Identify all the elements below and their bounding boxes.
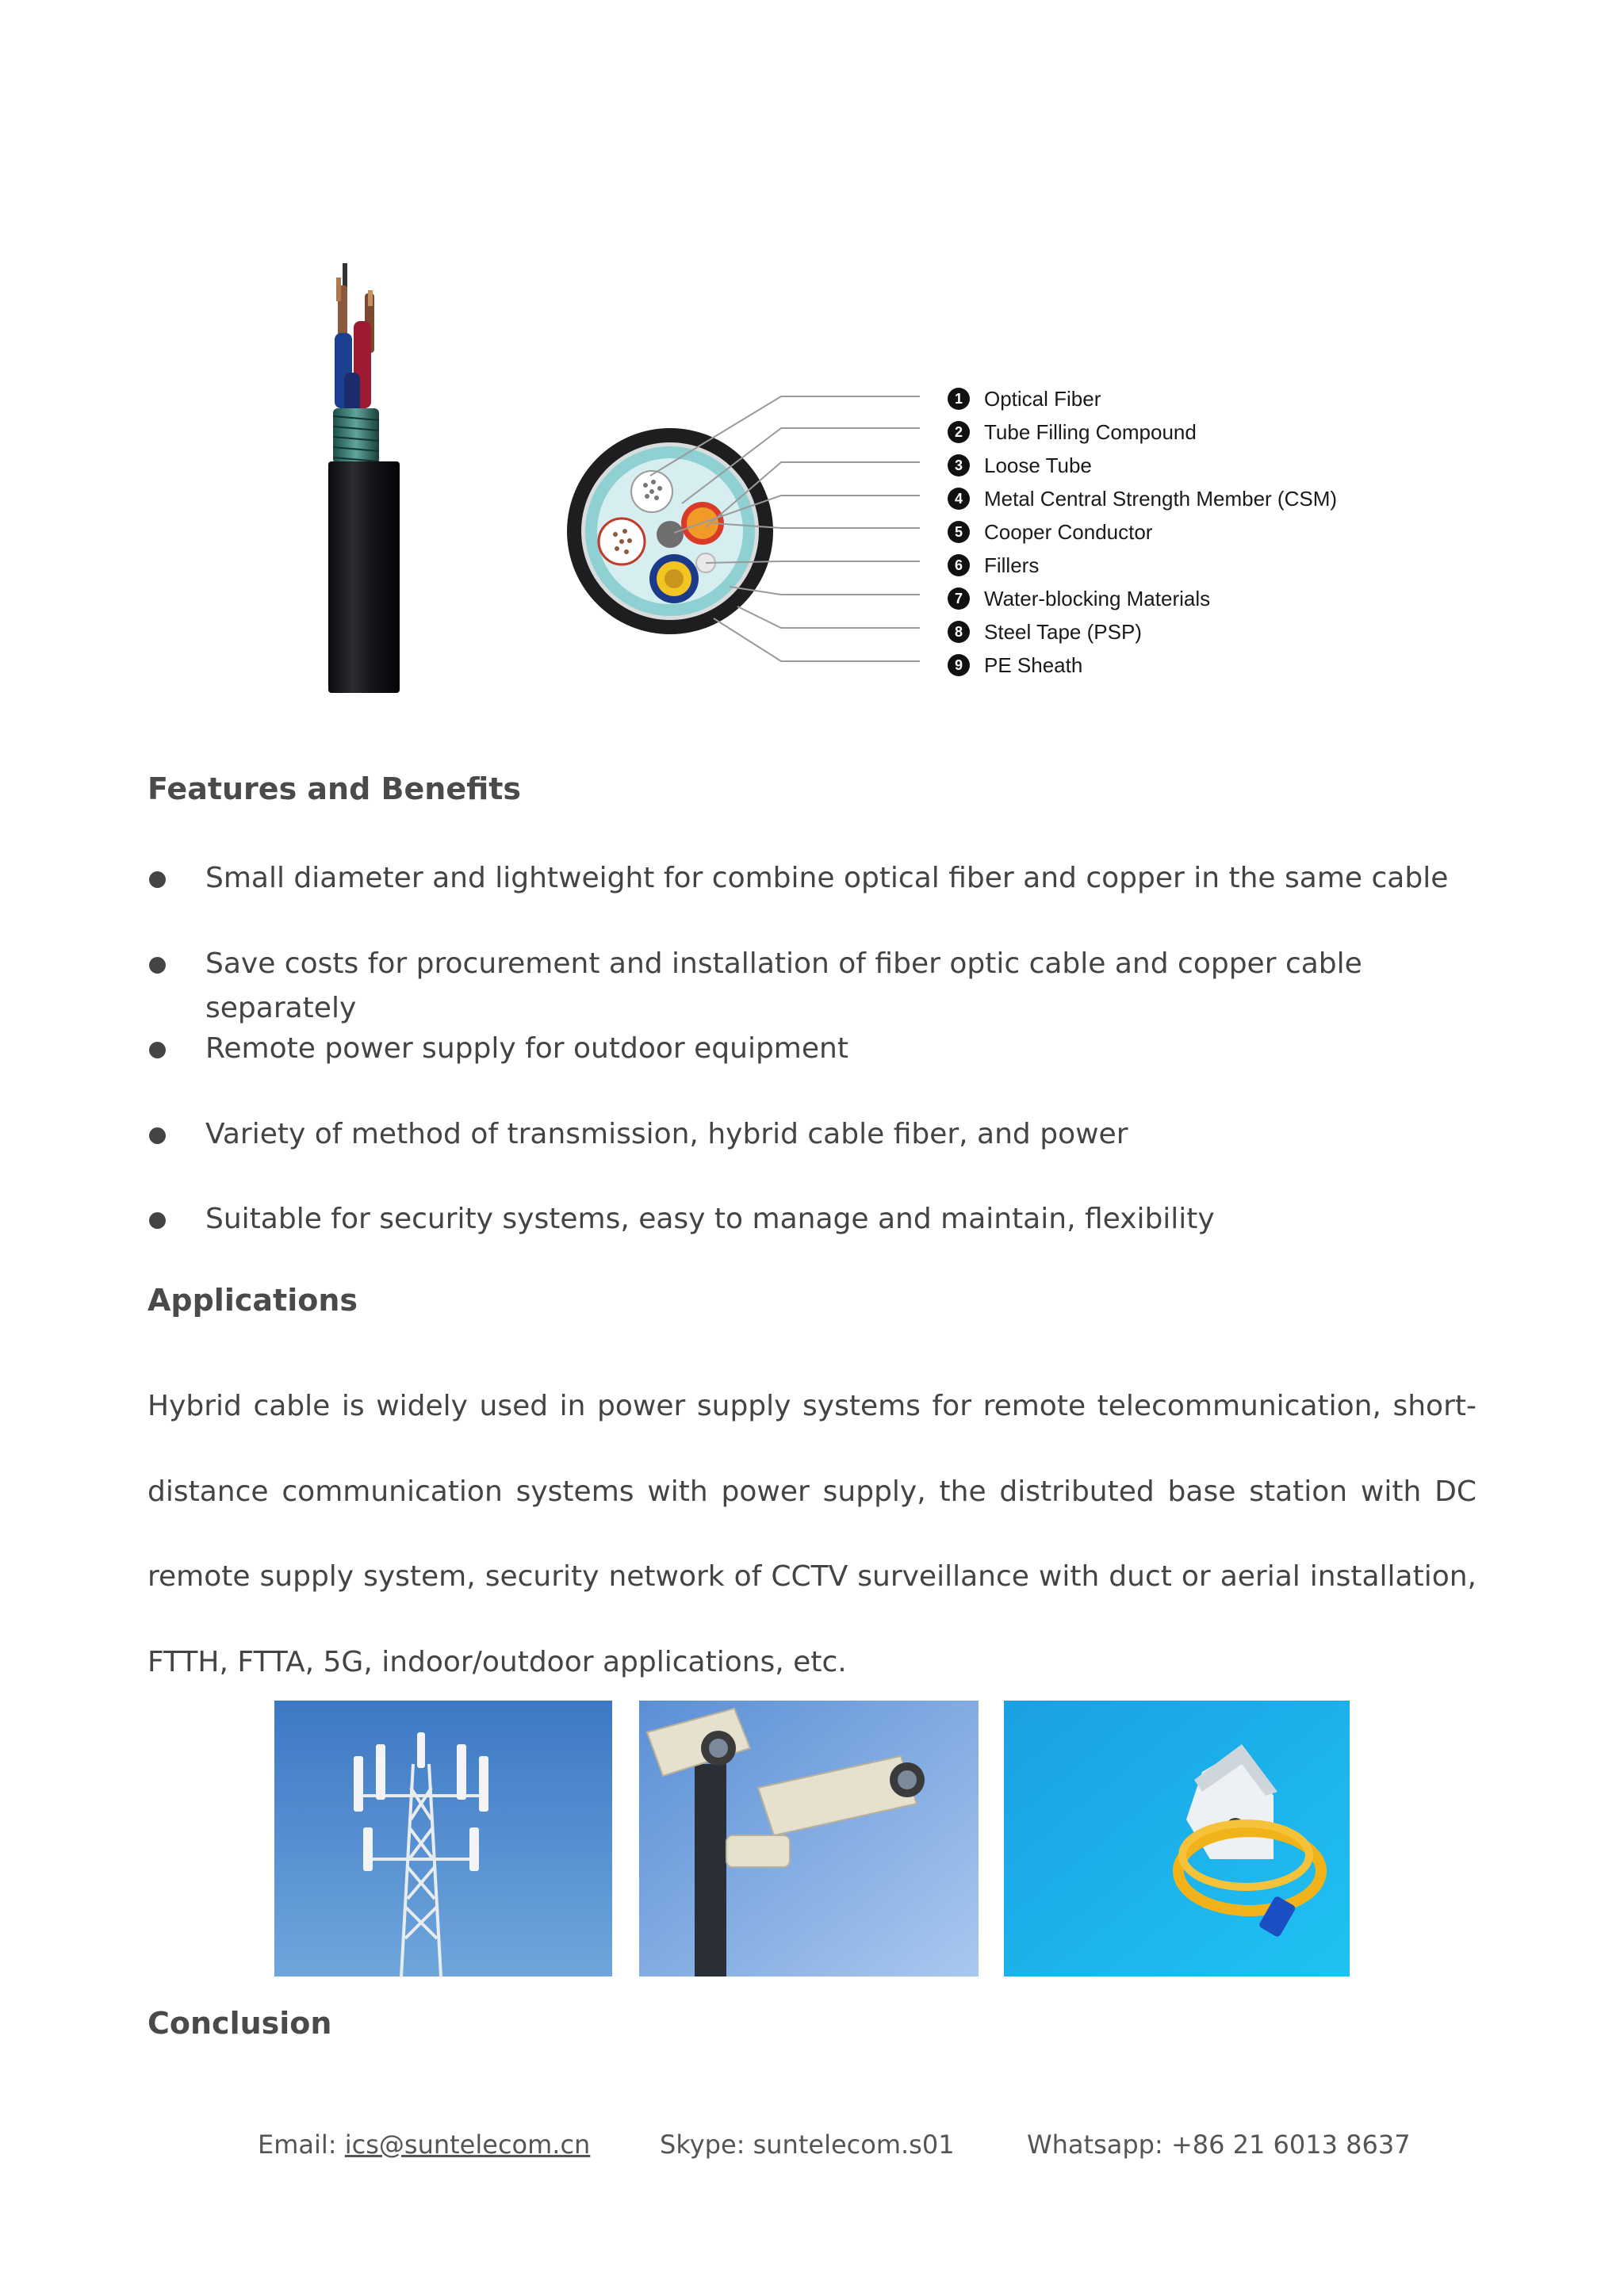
legend-number-badge: 1 bbox=[948, 388, 970, 410]
legend-item bbox=[948, 515, 1337, 549]
legend-item bbox=[948, 382, 1337, 415]
conclusion-heading: Conclusion bbox=[147, 2006, 332, 2041]
legend-item bbox=[948, 549, 1337, 582]
legend-label: Tube Filling Compound bbox=[984, 419, 1197, 444]
legend-label: Loose Tube bbox=[984, 453, 1092, 477]
legend-item bbox=[948, 482, 1337, 515]
legend-number-badge: 3 bbox=[948, 454, 970, 476]
list-item: Small diameter and lightweight for combine optical fiber and copper in the same cable bbox=[147, 856, 1496, 942]
footer-skype: Skype: suntelecom.s01 bbox=[660, 2130, 955, 2160]
email-label: Email: bbox=[258, 2130, 345, 2160]
legend-label: Metal Central Strength Member (CSM) bbox=[984, 486, 1338, 511]
footer-whatsapp: Whatsapp: +86 21 6013 8637 bbox=[1027, 2130, 1411, 2160]
legend-label: Steel Tape (PSP) bbox=[984, 619, 1142, 644]
telecom-tower-photo bbox=[274, 1701, 612, 1976]
cable-cross-section-diagram bbox=[555, 373, 793, 721]
features-list bbox=[147, 856, 1496, 1283]
cable-component-legend bbox=[948, 382, 1337, 682]
legend-number-badge: 6 bbox=[948, 554, 970, 576]
legend-number-badge: 7 bbox=[948, 587, 970, 610]
legend-number-badge: 8 bbox=[948, 621, 970, 643]
legend-item bbox=[948, 582, 1337, 615]
legend-label: PE Sheath bbox=[984, 652, 1083, 677]
hybrid-cable-photo bbox=[301, 254, 420, 745]
legend-leader-lines bbox=[0, 0, 1624, 793]
legend-number-badge: 2 bbox=[948, 421, 970, 443]
list-item: Suitable for security systems, easy to manage and maintain, flexibility bbox=[147, 1197, 1496, 1283]
list-item: Remote power supply for outdoor equipment bbox=[147, 1027, 1496, 1112]
legend-label: Optical Fiber bbox=[984, 386, 1101, 411]
applications-heading: Applications bbox=[147, 1283, 358, 1318]
email-link[interactable]: ics@suntelecom.cn bbox=[344, 2130, 591, 2160]
applications-paragraph: Hybrid cable is widely used in power supply systems for remote telecommunication, short-distance communication systems with power supply, the distributed base station with DC remote supply system, security network of CCTV surveillance with duct or aerial installation, FTTH, FTTA, 5G, indoor/outdoor applications, etc. bbox=[147, 1390, 1477, 1678]
legend-number-badge: 4 bbox=[948, 488, 970, 510]
legend-label: Water-blocking Materials bbox=[984, 586, 1211, 610]
list-item: Save costs for procurement and installation of fiber optic cable and copper cable separately bbox=[147, 942, 1496, 1027]
legend-item bbox=[948, 449, 1337, 482]
footer-email bbox=[258, 2130, 590, 2160]
legend-number-badge: 5 bbox=[948, 521, 970, 543]
legend-item bbox=[948, 415, 1337, 449]
legend-item bbox=[948, 649, 1337, 682]
cctv-camera-photo bbox=[639, 1701, 979, 1976]
legend-label: Fillers bbox=[984, 553, 1040, 577]
ftth-home-cable-photo bbox=[1004, 1701, 1350, 1976]
legend-item bbox=[948, 615, 1337, 649]
features-heading: Features and Benefits bbox=[147, 771, 522, 806]
legend-label: Cooper Conductor bbox=[984, 519, 1153, 544]
legend-number-badge: 9 bbox=[948, 654, 970, 676]
list-item: Variety of method of transmission, hybrid cable fiber, and power bbox=[147, 1112, 1496, 1198]
